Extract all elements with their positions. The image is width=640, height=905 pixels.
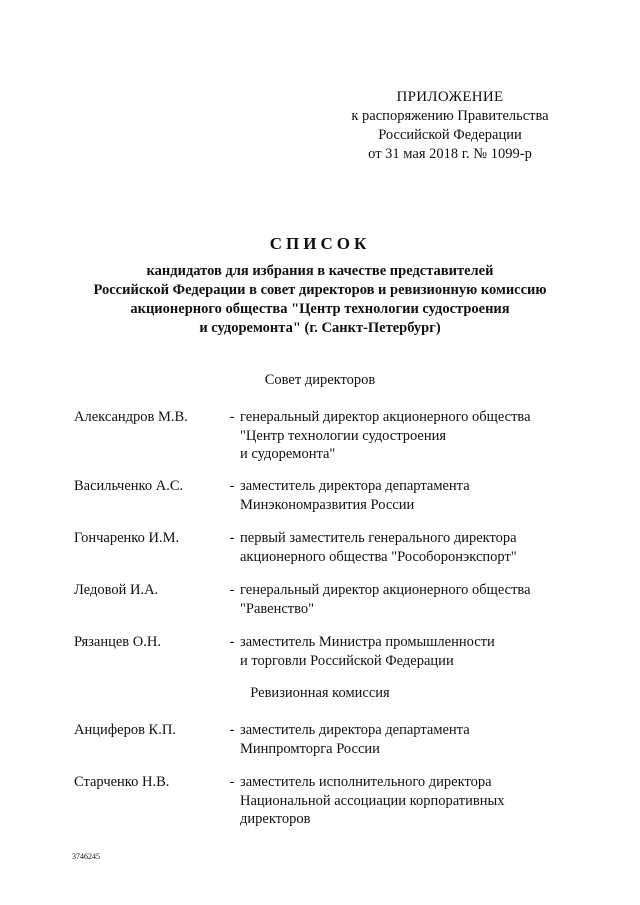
position-line: генеральный директор акционерного общества — [240, 582, 531, 598]
candidate-position — [240, 529, 600, 566]
candidate-name: Ледовой И.А. — [74, 582, 159, 598]
position-line: генеральный директор акционерного общества — [240, 409, 531, 425]
candidate-name: Старченко Н.В. — [74, 774, 170, 790]
position-line: и торговли Российской Федерации — [240, 652, 454, 669]
position-line: директоров — [240, 811, 311, 827]
appendix-line: от 31 мая 2018 г. № 1099-р — [368, 146, 532, 162]
candidate-name: Гончаренко И.М. — [74, 530, 180, 546]
position-line: и судоремонта" — [240, 446, 336, 462]
subtitle-line: кандидатов для избрания в качестве представителей — [146, 263, 494, 279]
dash-separator: - — [229, 530, 235, 546]
candidate-position — [240, 633, 600, 670]
appendix-line: Российской Федерации — [378, 127, 522, 143]
subtitle-line: и судоремонта" (г. Санкт-Петербург) — [199, 320, 441, 336]
appendix-line: к распоряжению Правительства — [351, 108, 549, 124]
position-line: первый заместитель генерального директора — [240, 530, 517, 546]
dash-separator: - — [229, 409, 235, 425]
dash-separator: - — [229, 722, 235, 738]
position-line: "Центр технологии судостроения — [240, 427, 447, 444]
candidate-name: Александров М.В. — [74, 409, 188, 425]
document-title: СПИСОК — [269, 234, 371, 253]
position-line: заместитель исполнительного директора — [240, 774, 492, 790]
candidate-name: Васильченко А.С. — [74, 478, 184, 494]
candidate-name: Анциферов К.П. — [74, 722, 176, 738]
dash-separator: - — [229, 634, 235, 650]
document-subtitle — [40, 262, 600, 338]
candidate-position — [240, 773, 600, 829]
appendix-heading: ПРИЛОЖЕНИЕ — [396, 89, 504, 105]
subtitle-line: акционерного общества "Центр технологии судостроения — [130, 301, 510, 317]
section-title-board: Совет директоров — [264, 372, 376, 388]
position-line: Национальной ассоциации корпоративных — [240, 792, 505, 809]
appendix-block — [330, 88, 570, 164]
candidate-position — [240, 721, 600, 758]
subtitle-line: Российской Федерации в совет директоров и ревизионную комиссию — [93, 282, 547, 298]
position-line: заместитель директора департамента — [240, 722, 470, 738]
position-line: Минпромторга России — [240, 740, 380, 757]
dash-separator: - — [229, 582, 235, 598]
position-line: акционерного общества "Рособоронэкспорт" — [240, 548, 517, 565]
dash-separator: - — [229, 478, 235, 494]
position-line: Минэкономразвития России — [240, 496, 415, 513]
document-code: 3746245 — [72, 852, 100, 861]
position-line: заместитель Министра промышленности — [240, 634, 495, 650]
position-line: "Равенство" — [240, 600, 315, 617]
section-title-audit: Ревизионная комиссия — [250, 685, 390, 701]
candidate-name: Рязанцев О.Н. — [74, 634, 161, 650]
candidate-position — [240, 408, 600, 464]
dash-separator: - — [229, 774, 235, 790]
position-line: заместитель директора департамента — [240, 478, 470, 494]
candidate-position — [240, 581, 600, 618]
candidate-position — [240, 477, 600, 514]
